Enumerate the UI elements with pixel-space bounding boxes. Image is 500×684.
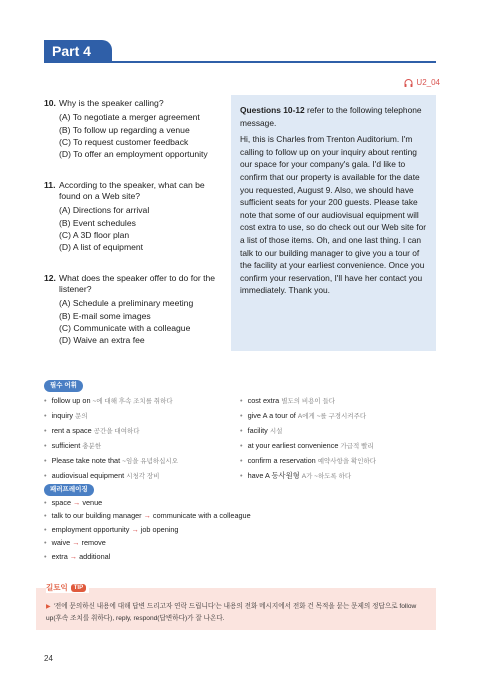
question-12 — [44, 273, 224, 347]
vocab-list — [44, 394, 436, 484]
vocab-item: • at your earliest convenience 가급적 빨리 — [240, 441, 374, 450]
vocab-item: • have A 동사원형 A가 ~하도록 하다 — [240, 471, 352, 480]
paraphrase-item: • talk to our building manager → communicate with a colleague — [44, 511, 251, 521]
vocab-item: • Please take note that ~임을 유념하십시오 — [44, 456, 178, 465]
answer-option: (A) Directions for arrival — [59, 205, 150, 216]
tip-text: ▶ '전에 문의하신 내용에 대해 답변 드리고자 연락 드립니다'는 내용의 전화 메시지에서 전화 건 목적을 묻는 문제의 정답으로 follow up(후속 조치를 취하다), reply, respond(답변하다)가 잘 나온다. — [46, 603, 417, 622]
arrow-icon: → — [131, 524, 139, 534]
answer-option: (D) Waive an extra fee — [59, 335, 145, 346]
answer-option: (D) A list of equipment — [59, 242, 144, 253]
paraphrase-item: • employment opportunity → job opening — [44, 524, 179, 534]
vocab-item: • confirm a reservation 예약사항을 확인하다 — [240, 456, 377, 465]
vocab-item: • inquiry 문의 — [44, 411, 88, 420]
header-rule — [44, 61, 436, 63]
question-list — [44, 98, 224, 366]
transcript-body: Hi, this is Charles from Trenton Auditorium. I'm calling to follow up on your inquiry about renting our space for your company's gala. I'd like to confirm that our property is available for the date you requested, August 9. Also, we should have sufficient seats for your 200 guests. Please take note that some of our audiovisual equipment will cost extra to use, so do check out our Web site for a list of those items. Oh, and one last thing. I can talk to our building manager to give you a tour of the facility at your earliest convenience. Once you confirm your reservation, I'll have her contact you immediately. Thank you. — [240, 134, 427, 296]
paraphrase-item: • space → venue — [44, 498, 103, 507]
answer-option: (A) To negotiate a merger agreement — [59, 112, 200, 123]
transcript-intro-rest: refer to the following telephone message. — [240, 105, 422, 128]
answer-option: (A) Schedule a preliminary meeting — [59, 298, 194, 309]
page-number: 24 — [44, 654, 53, 663]
paraphrase-item: • extra → additional — [44, 551, 111, 561]
vocab-item: • give A a tour of A에게 ~를 구경시켜주다 — [240, 411, 367, 420]
vocab-column-left — [44, 394, 240, 484]
audio-code: U2_04 — [416, 78, 440, 87]
tip-label — [46, 582, 89, 593]
vocab-item: • sufficient 충분한 — [44, 441, 102, 450]
answer-option: (B) Event schedules — [59, 217, 136, 228]
arrow-icon: → — [73, 498, 81, 507]
arrow-icon: → — [69, 551, 78, 561]
answer-option: (D) To offer an employment opportunity — [59, 149, 208, 160]
question-stem: What does the speaker offer to do for the listener? — [59, 272, 216, 295]
triangle-bullet-icon: ▶ — [46, 604, 51, 610]
vocab-column-right — [240, 394, 436, 484]
question-number: 10. — [44, 98, 56, 108]
question-11 — [44, 180, 224, 254]
tip-title: 길토익 — [46, 583, 68, 592]
paraphrase-item: • waive → remove — [44, 538, 106, 548]
answer-option: (B) E-mail some images — [59, 310, 151, 321]
audio-reference — [404, 78, 440, 87]
question-number: 11. — [44, 179, 56, 190]
answer-option: (C) A 3D floor plan — [59, 230, 130, 241]
transcript-box — [231, 95, 436, 351]
paraphrase-label: 패러프레이징 — [44, 484, 94, 496]
question-number: 12. — [44, 272, 56, 283]
vocab-item: • follow up on ~에 대해 후속 조치를 취하다 — [44, 396, 173, 405]
answer-option: (B) To follow up regarding a venue — [59, 124, 190, 135]
transcript-intro — [240, 104, 428, 129]
question-10 — [44, 98, 224, 161]
paraphrase-list — [44, 496, 436, 563]
vocab-item: • facility 시설 — [240, 426, 283, 435]
answer-option: (C) To request customer feedback — [59, 137, 189, 148]
question-stem: According to the speaker, what can be found on a Web site? — [59, 179, 205, 202]
part-title: Part 4 — [44, 40, 112, 62]
vocab-item: • rent a space 공간을 대여하다 — [44, 426, 140, 435]
vocab-label: 필수 어휘 — [44, 380, 83, 392]
question-stem: Why is the speaker calling? — [59, 98, 164, 108]
vocab-item: • audiovisual equipment 시청각 장비 — [44, 471, 160, 480]
arrow-icon: → — [143, 511, 151, 521]
vocab-item: • cost extra 별도의 비용이 들다 — [240, 396, 336, 405]
headphones-icon — [404, 79, 413, 87]
transcript-intro-bold: Questions 10-12 — [240, 105, 305, 115]
answer-option: (C) Communicate with a colleague — [59, 323, 191, 334]
tip-badge: TIP — [71, 584, 86, 592]
arrow-icon: → — [72, 538, 80, 548]
